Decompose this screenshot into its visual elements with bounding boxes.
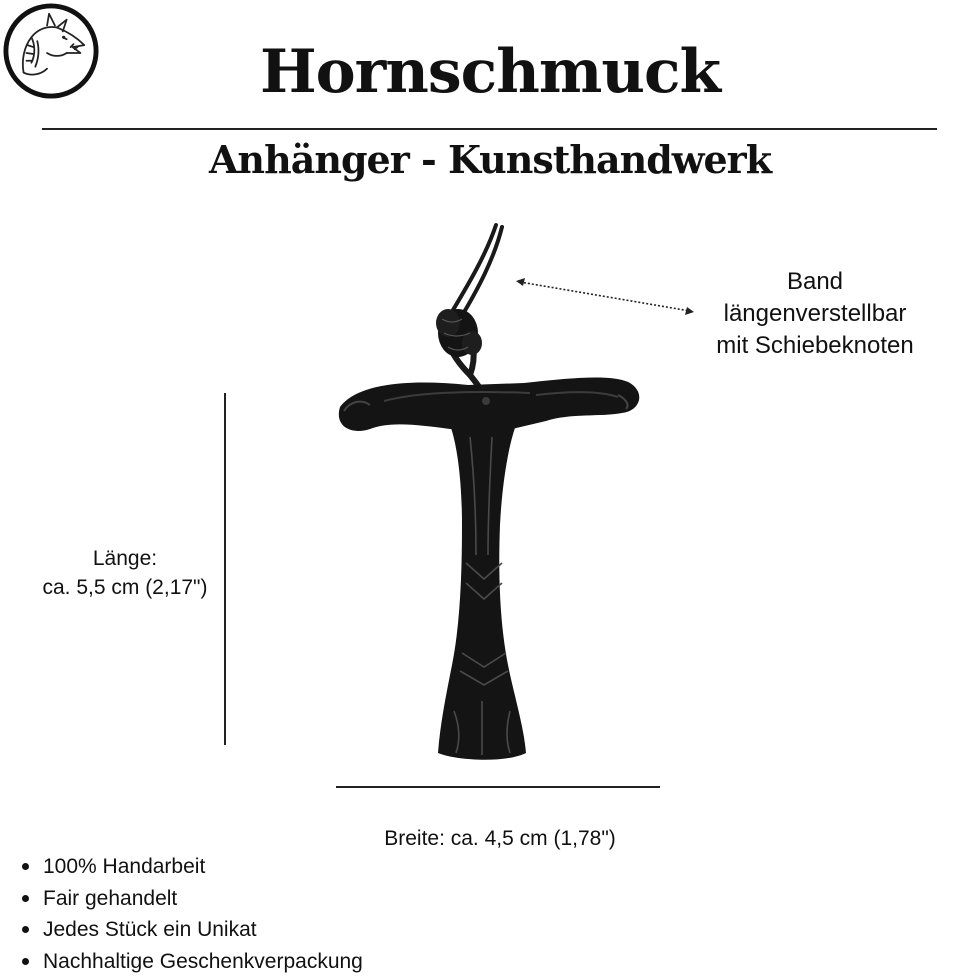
feature-item — [22, 946, 363, 978]
feature-list — [22, 851, 363, 977]
feature-text: Fair gehandelt — [43, 886, 178, 910]
band-annotation-line: mit Schiebeknoten — [716, 332, 914, 359]
feature-item — [22, 914, 363, 946]
bullet-icon — [22, 958, 29, 965]
title-divider — [42, 128, 937, 130]
width-annotation: Breite: ca. 4,5 cm (1,78") — [384, 827, 616, 850]
length-annotation-line: Länge: — [92, 547, 158, 570]
feature-text: 100% Handarbeit — [43, 855, 206, 878]
band-pointer-arrow — [510, 272, 700, 322]
feature-item — [22, 851, 363, 883]
bullet-icon — [22, 926, 29, 933]
feature-text: Nachhaltige Geschenkverpackung — [43, 949, 363, 973]
length-annotation-line: ca. 5,5 cm (2,17") — [42, 576, 208, 599]
band-annotation — [690, 266, 940, 362]
page-subtitle: Anhänger - Kunsthandwerk — [208, 137, 772, 182]
width-dimension-line — [336, 786, 660, 788]
length-annotation — [25, 544, 225, 602]
band-annotation-line: längenverstellbar — [723, 300, 907, 327]
bullet-icon — [22, 863, 29, 870]
band-annotation-line: Band — [786, 268, 844, 295]
bullet-icon — [22, 895, 29, 902]
page-title: Hornschmuck — [259, 37, 721, 107]
feature-item — [22, 883, 363, 915]
feature-text: Jedes Stück ein Unikat — [43, 918, 257, 941]
